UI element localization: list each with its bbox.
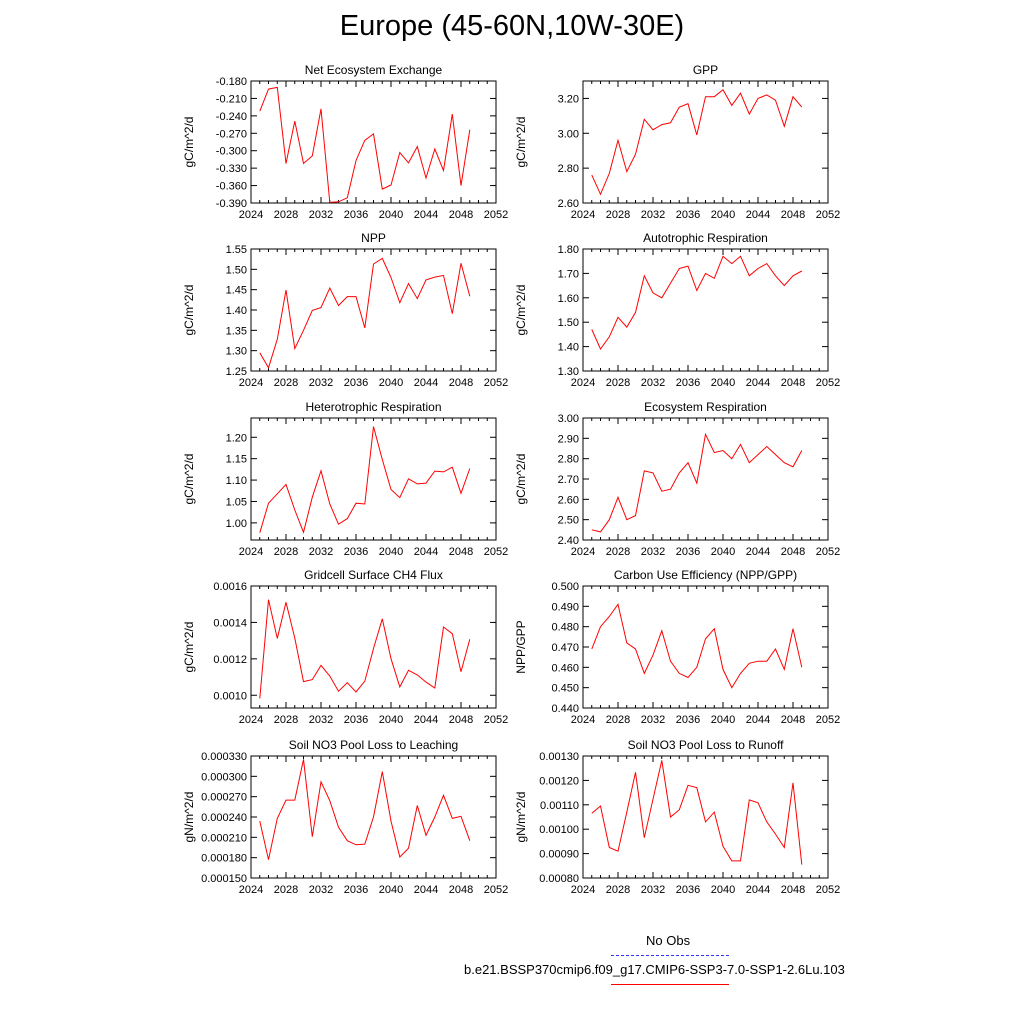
y-axis-label: gC/m^2/d	[182, 284, 196, 336]
x-tick-label: 2044	[745, 377, 771, 389]
y-tick-label: 2.80	[557, 453, 579, 466]
x-tick-label: 2052	[483, 714, 509, 726]
y-axis-label: gC/m^2/d	[514, 453, 528, 505]
y-tick-label: 0.000300	[201, 771, 247, 784]
x-tick-label: 2028	[605, 546, 631, 558]
y-tick-label: 0.000240	[201, 812, 247, 824]
x-tick-label: 2052	[483, 884, 509, 896]
x-tick-label: 2040	[378, 714, 404, 726]
series-line	[592, 90, 802, 195]
y-tick-label: 0.440	[551, 703, 579, 715]
legend-model-line	[611, 984, 729, 985]
x-tick-label: 2040	[378, 546, 404, 558]
x-tick-label: 2044	[745, 209, 771, 221]
y-tick-label: 0.480	[551, 621, 579, 634]
y-tick-label: 2.60	[557, 198, 579, 210]
y-tick-label: 1.50	[225, 264, 247, 277]
x-tick-label: 2052	[483, 377, 509, 389]
x-tick-label: 2036	[343, 209, 369, 221]
panel-title: GPP	[692, 63, 719, 77]
panel-3	[182, 231, 508, 389]
x-tick-label: 2052	[815, 546, 841, 558]
x-tick-label: 2052	[815, 377, 841, 389]
x-tick-label: 2028	[273, 377, 299, 389]
x-tick-label: 2052	[815, 209, 841, 221]
y-tick-label: 2.90	[557, 433, 579, 446]
x-tick-label: 2044	[745, 884, 771, 896]
y-tick-label: 3.00	[557, 128, 579, 141]
x-tick-label: 2048	[780, 377, 806, 389]
x-tick-label: 2036	[343, 714, 369, 726]
x-tick-label: 2036	[675, 714, 701, 726]
x-tick-label: 2032	[640, 884, 666, 896]
y-tick-label: 2.80	[557, 163, 579, 176]
y-axis-label: gC/m^2/d	[182, 116, 196, 168]
x-tick-label: 2052	[815, 884, 841, 896]
y-tick-label: 1.45	[225, 284, 247, 297]
y-tick-label: 0.000150	[201, 873, 247, 885]
panel-4	[514, 231, 840, 389]
panel-7	[182, 568, 508, 726]
x-tick-label: 2044	[413, 209, 439, 221]
x-tick-label: 2036	[343, 884, 369, 896]
panel-title: Autotrophic Respiration	[643, 231, 768, 245]
legend-model-label: b.e21.BSSP370cmip6.f09_g17.CMIP6-SSP3-7.0-SSP1-2.6Lu.103	[464, 962, 845, 977]
x-tick-label: 2032	[640, 209, 666, 221]
y-tick-label: -0.390	[215, 198, 247, 210]
panel-5	[182, 400, 508, 558]
y-tick-label: 0.470	[551, 642, 579, 654]
x-tick-label: 2036	[675, 546, 701, 558]
y-tick-label: 0.00110	[540, 799, 579, 812]
x-tick-label: 2024	[570, 884, 596, 896]
y-tick-label: 1.10	[225, 475, 247, 488]
x-tick-label: 2040	[378, 377, 404, 389]
panel-title: Soil NO3 Pool Loss to Leaching	[288, 738, 459, 752]
panel-title: Ecosystem Respiration	[644, 400, 767, 414]
x-tick-label: 2044	[413, 546, 439, 558]
y-tick-label: 1.00	[225, 517, 247, 530]
y-tick-label: 2.60	[557, 494, 579, 507]
x-tick-label: 2036	[675, 884, 701, 896]
y-tick-label: 0.460	[551, 662, 579, 675]
series-line	[592, 760, 802, 864]
x-tick-label: 2028	[273, 884, 299, 896]
panel-10	[514, 738, 840, 896]
series-line	[592, 434, 802, 532]
x-tick-label: 2028	[605, 714, 631, 726]
panel-title: Gridcell Surface CH4 Flux	[304, 568, 443, 582]
x-tick-label: 2024	[570, 209, 596, 221]
panel-8	[514, 568, 840, 726]
y-tick-label: 1.15	[225, 453, 247, 466]
x-tick-label: 2036	[675, 377, 701, 389]
x-tick-label: 2044	[745, 546, 771, 558]
x-tick-label: 2052	[483, 546, 509, 558]
y-axis-label: gC/m^2/d	[514, 284, 528, 336]
y-tick-label: 0.000180	[201, 852, 247, 865]
y-axis-label: gN/m^2/d	[514, 791, 528, 843]
x-tick-label: 2044	[413, 714, 439, 726]
x-tick-label: 2024	[570, 714, 596, 726]
x-tick-label: 2052	[483, 209, 509, 221]
x-tick-label: 2028	[273, 546, 299, 558]
y-tick-label: 1.70	[557, 268, 579, 281]
y-tick-label: 0.500	[551, 581, 579, 593]
y-axis-label: gC/m^2/d	[182, 621, 196, 673]
y-tick-label: 2.40	[557, 535, 579, 547]
x-tick-label: 2040	[378, 884, 404, 896]
series-line	[260, 87, 470, 202]
x-tick-label: 2024	[238, 714, 264, 726]
y-tick-label: 0.00090	[539, 848, 579, 861]
y-tick-label: 0.490	[551, 601, 579, 614]
x-tick-label: 2024	[238, 377, 264, 389]
panel-title: Soil NO3 Pool Loss to Runoff	[627, 738, 784, 752]
panel-title: Carbon Use Efficiency (NPP/GPP)	[613, 568, 798, 582]
y-tick-label: 1.30	[557, 366, 579, 378]
y-tick-label: -0.360	[215, 180, 247, 193]
y-tick-label: 1.80	[557, 244, 579, 256]
y-tick-label: -0.210	[215, 93, 247, 106]
y-tick-label: 1.30	[225, 345, 247, 358]
x-tick-label: 2036	[675, 209, 701, 221]
series-line	[260, 600, 470, 699]
x-tick-label: 2024	[570, 546, 596, 558]
x-tick-label: 2028	[273, 714, 299, 726]
y-tick-label: -0.240	[215, 110, 247, 123]
x-tick-label: 2052	[815, 714, 841, 726]
series-line	[260, 258, 470, 367]
y-tick-label: 3.20	[557, 93, 579, 106]
y-tick-label: 1.40	[225, 305, 247, 317]
x-tick-label: 2028	[605, 209, 631, 221]
x-tick-label: 2048	[780, 714, 806, 726]
y-axis-label: NPP/GPP	[514, 620, 528, 674]
x-tick-label: 2044	[745, 714, 771, 726]
y-tick-label: 2.70	[557, 474, 579, 486]
legend-obs-line	[611, 955, 729, 956]
series-line	[260, 759, 470, 859]
y-tick-label: 0.0014	[213, 617, 247, 630]
panel-9	[182, 738, 508, 896]
plot-frame	[583, 249, 828, 371]
y-tick-label: 1.25	[225, 366, 247, 378]
x-tick-label: 2032	[308, 714, 334, 726]
y-axis-label: gN/m^2/d	[182, 791, 196, 843]
x-tick-label: 2044	[413, 884, 439, 896]
series-line	[592, 604, 802, 687]
y-tick-label: 0.00130	[539, 751, 579, 763]
legend-obs-label: No Obs	[646, 933, 691, 948]
y-tick-label: 1.55	[225, 244, 247, 256]
y-tick-label: 0.000270	[201, 791, 247, 804]
y-tick-label: 0.00120	[539, 775, 579, 788]
y-tick-label: 0.0012	[213, 653, 247, 666]
x-tick-label: 2028	[273, 209, 299, 221]
plot-frame	[251, 418, 496, 540]
x-tick-label: 2024	[570, 377, 596, 389]
y-tick-label: 1.60	[557, 292, 579, 305]
plot-frame	[583, 81, 828, 203]
panel-1	[182, 63, 508, 221]
x-tick-label: 2024	[238, 209, 264, 221]
x-tick-label: 2032	[640, 377, 666, 389]
x-tick-label: 2048	[448, 884, 474, 896]
x-tick-label: 2044	[413, 377, 439, 389]
x-tick-label: 2040	[710, 884, 736, 896]
y-axis-label: gC/m^2/d	[514, 116, 528, 168]
x-tick-label: 2024	[238, 884, 264, 896]
panel-title: NPP	[361, 231, 386, 245]
y-tick-label: 0.0010	[213, 690, 247, 703]
y-axis-label: gC/m^2/d	[182, 453, 196, 505]
y-tick-label: -0.180	[215, 76, 247, 88]
y-tick-label: 0.00080	[539, 873, 579, 885]
y-tick-label: 2.50	[557, 514, 579, 527]
x-tick-label: 2048	[448, 546, 474, 558]
x-tick-label: 2036	[343, 377, 369, 389]
y-tick-label: 1.50	[557, 317, 579, 330]
y-tick-label: -0.300	[215, 145, 247, 158]
plot-frame	[583, 756, 828, 878]
y-tick-label: 0.000210	[201, 832, 247, 845]
panel-6	[514, 400, 840, 558]
x-tick-label: 2032	[640, 714, 666, 726]
y-tick-label: 0.450	[551, 682, 579, 695]
y-tick-label: 1.40	[557, 341, 579, 354]
x-tick-label: 2048	[780, 884, 806, 896]
y-tick-label: 3.00	[557, 413, 579, 425]
y-tick-label: 0.0016	[213, 581, 247, 593]
y-tick-label: 1.20	[225, 432, 247, 445]
x-tick-label: 2048	[780, 209, 806, 221]
y-tick-label: 0.000330	[201, 751, 247, 763]
x-tick-label: 2040	[710, 546, 736, 558]
x-tick-label: 2028	[605, 377, 631, 389]
x-tick-label: 2048	[448, 209, 474, 221]
x-tick-label: 2036	[343, 546, 369, 558]
x-tick-label: 2040	[710, 714, 736, 726]
x-tick-label: 2048	[780, 546, 806, 558]
x-tick-label: 2032	[308, 884, 334, 896]
x-tick-label: 2032	[308, 546, 334, 558]
plot-frame	[583, 586, 828, 708]
page-title: Europe (45-60N,10W-30E)	[339, 10, 685, 42]
panel-title: Heterotrophic Respiration	[305, 400, 442, 414]
x-tick-label: 2040	[378, 209, 404, 221]
plot-frame	[251, 81, 496, 203]
x-tick-label: 2048	[448, 714, 474, 726]
y-tick-label: 1.35	[225, 325, 247, 338]
x-tick-label: 2040	[710, 209, 736, 221]
x-tick-label: 2048	[448, 377, 474, 389]
y-tick-label: -0.270	[215, 128, 247, 141]
x-tick-label: 2028	[605, 884, 631, 896]
y-tick-label: 0.00100	[539, 824, 579, 837]
series-line	[260, 427, 470, 533]
y-tick-label: -0.330	[215, 163, 247, 176]
x-tick-label: 2032	[308, 209, 334, 221]
x-tick-label: 2024	[238, 546, 264, 558]
panel-2	[514, 63, 840, 221]
x-tick-label: 2040	[710, 377, 736, 389]
panel-title: Net Ecosystem Exchange	[304, 63, 443, 77]
series-line	[592, 256, 802, 349]
x-tick-label: 2032	[640, 546, 666, 558]
y-tick-label: 1.05	[225, 496, 247, 509]
x-tick-label: 2032	[308, 377, 334, 389]
